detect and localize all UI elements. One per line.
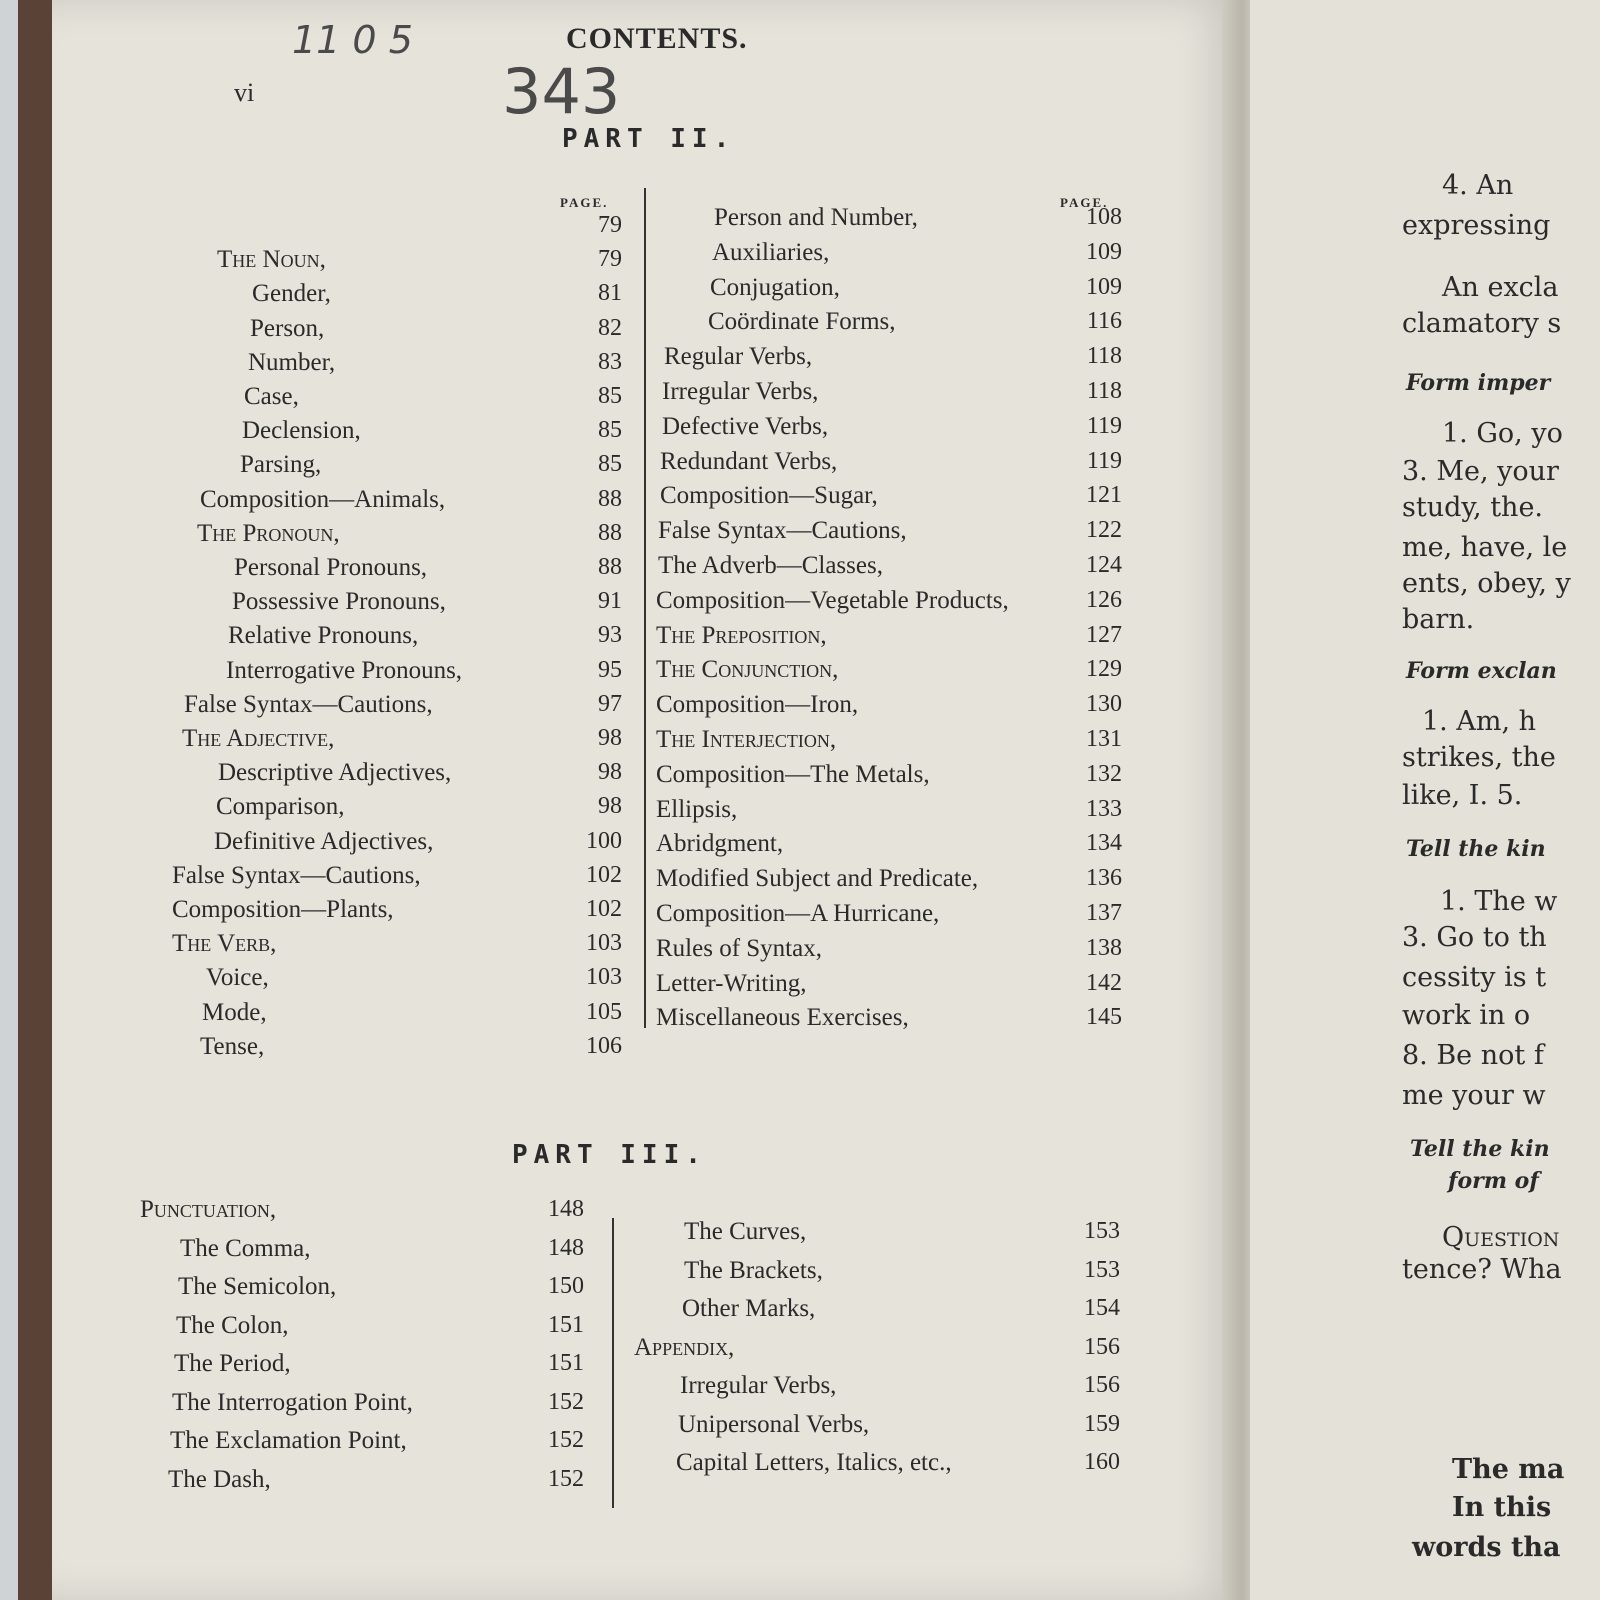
toc-entry-page: 81 (598, 280, 622, 307)
toc-entry-label: Other Marks, (682, 1295, 816, 1322)
handwritten-note-top: 11 0 5 (292, 18, 413, 62)
left-page (52, 0, 1242, 1600)
toc-entry-label: Punctuation, (140, 1196, 277, 1223)
toc-entry-page: 93 (598, 622, 622, 649)
toc-entry-page: 152 (548, 1427, 584, 1453)
toc-entry-label: Auxiliaries, (712, 238, 830, 266)
toc-entry-page: 98 (598, 725, 622, 751)
right-page-line: me your w (1402, 1080, 1546, 1111)
toc-entry-label: Rules of Syntax, (656, 934, 822, 962)
toc-entry-label: False Syntax—Cautions, (184, 690, 433, 718)
toc-entry-page: 91 (598, 588, 622, 615)
toc-entry-page: 102 (586, 896, 622, 922)
right-page-line: work in o (1402, 1000, 1531, 1031)
toc-entry-page: 116 (1086, 308, 1122, 335)
toc-entry-page: 88 (598, 519, 622, 546)
right-page-line: 1. The w (1440, 886, 1558, 917)
right-page-line: 8. Be not f (1402, 1040, 1544, 1071)
toc-entry-label: Parsing, (240, 451, 322, 479)
toc-entry-page: 160 (1084, 1449, 1120, 1475)
toc-entry-label: Miscellaneous Exercises, (656, 1004, 909, 1032)
toc-entry-label: Person and Number, (714, 204, 918, 231)
toc-entry-label: Descriptive Adjectives, (218, 759, 452, 787)
right-page-line: 1. Go, yo (1442, 418, 1563, 449)
page-number: vi (234, 78, 255, 107)
toc-entry-page: 88 (598, 554, 622, 580)
toc-entry-label: Letter-Writing, (656, 969, 807, 997)
toc-entry-page: 119 (1086, 447, 1122, 474)
toc-entry-label: Conjugation, (710, 273, 840, 301)
toc-entry-label: False Syntax—Cautions, (658, 517, 907, 545)
toc-entry-label: Composition—The Metals, (656, 760, 930, 788)
right-page-line: The ma (1452, 1454, 1565, 1485)
toc-entry-label: The Adjective, (182, 725, 335, 752)
right-page-line: 1. Am, h (1422, 706, 1536, 737)
toc-entry-page: 83 (598, 348, 622, 375)
toc-entry-page: 159 (1084, 1410, 1120, 1437)
toc-entry-page: 119 (1086, 412, 1122, 439)
toc-entry-page: 82 (598, 314, 622, 341)
toc-entry-page: 154 (1084, 1295, 1120, 1321)
toc-entry-label: The Conjunction, (656, 656, 839, 684)
part-ii-heading: PART II. (562, 124, 736, 154)
toc-entry-label: Declension, (242, 417, 361, 445)
toc-entry-page: 133 (1086, 795, 1122, 822)
toc-entry-label: The Verb, (172, 930, 277, 958)
toc-entry-page: 142 (1086, 969, 1122, 996)
toc-entry-page: 118 (1086, 378, 1122, 404)
right-page-line: barn. (1402, 604, 1475, 635)
toc-entry-page: 152 (548, 1465, 584, 1492)
toc-entry-page: 79 (598, 246, 622, 273)
toc-entry-page: 130 (1086, 691, 1122, 718)
toc-entry-label: The Curves, (684, 1218, 807, 1245)
toc-entry-label: Ellipsis, (656, 795, 738, 823)
toc-entry-label: The Semicolon, (178, 1273, 337, 1300)
toc-entry-label: Relative Pronouns, (228, 622, 419, 650)
toc-entry-label: Irregular Verbs, (680, 1372, 837, 1399)
toc-entry-page: 151 (548, 1311, 584, 1338)
toc-entry-label: The Pronoun, (197, 519, 340, 547)
toc-entry-page: 103 (586, 930, 622, 957)
toc-entry-label: Person, (250, 314, 325, 342)
toc-entry-page: 156 (1084, 1372, 1120, 1398)
toc-entry-page: 109 (1086, 238, 1122, 265)
right-page-line: me, have, le (1402, 532, 1568, 563)
toc-entry-label: Coördinate Forms, (708, 308, 896, 336)
right-page-line: expressing (1402, 210, 1551, 241)
toc-entry-label: The Exclamation Point, (170, 1427, 407, 1454)
right-page-line: Tell the kin (1410, 1136, 1550, 1162)
toc-entry-page: 100 (586, 827, 622, 854)
toc-entry-page: 156 (1084, 1333, 1120, 1360)
toc-entry-label: The Noun, (217, 246, 326, 274)
toc-entry-label: Composition—A Hurricane, (656, 900, 940, 927)
toc-entry-page: 118 (1086, 343, 1122, 370)
toc-entry-page: 126 (1086, 586, 1122, 613)
right-page-line: Question (1442, 1222, 1560, 1253)
toc-entry-label: The Preposition, (656, 621, 827, 649)
toc-entry-page: 85 (598, 417, 622, 444)
right-page-line: ents, obey, y (1402, 568, 1571, 599)
right-page-line: Tell the kin (1406, 836, 1546, 862)
toc-entry-page: 102 (586, 861, 622, 888)
toc-entry-label: Irregular Verbs, (662, 378, 819, 405)
toc-entry-page: 152 (548, 1388, 584, 1415)
toc-entry-page: 122 (1086, 517, 1122, 544)
toc-entry-label: Number, (248, 348, 336, 376)
toc-entry-label: Case, (244, 383, 299, 410)
right-page-line: 4. An (1442, 170, 1514, 201)
toc-entry-label: Modified Subject and Predicate, (656, 865, 979, 893)
toc-entry-label: Gender, (252, 280, 331, 308)
right-page-line: 3. Go to th (1402, 922, 1547, 953)
toc-entry-page: 98 (598, 759, 622, 786)
toc-entry-label: Mode, (202, 998, 267, 1026)
right-page-line: study, the. (1402, 492, 1544, 523)
toc-entry-page: 79 (598, 212, 622, 238)
right-page-line: 3. Me, your (1402, 456, 1559, 487)
toc-entry-label: The Period, (174, 1350, 291, 1377)
toc-entry-page: 131 (1086, 726, 1122, 752)
toc-entry-page: 121 (1086, 482, 1122, 509)
toc-entry-label: Composition—Vegetable Products, (656, 586, 1009, 614)
toc-entry-label: Composition—Sugar, (660, 482, 878, 510)
toc-entry-page: 85 (598, 383, 622, 409)
right-page-line: clamatory s (1402, 308, 1562, 339)
toc-entry-label: Voice, (206, 964, 269, 992)
toc-entry-label: The Dash, (168, 1465, 271, 1493)
toc-entry-page: 153 (1084, 1218, 1120, 1244)
toc-entry-label: Abridgment, (656, 830, 784, 858)
toc-entry-label: The Colon, (176, 1311, 289, 1339)
toc-entry-page: 137 (1086, 900, 1122, 926)
toc-entry-page: 148 (548, 1234, 584, 1261)
toc-entry-page: 129 (1086, 656, 1122, 683)
right-page-line: form of (1448, 1168, 1539, 1194)
toc-entry-label: False Syntax—Cautions, (172, 861, 421, 889)
toc-entry-page: 95 (598, 656, 622, 683)
toc-entry-label: Personal Pronouns, (234, 554, 428, 581)
toc-entry-page: 97 (598, 690, 622, 717)
toc-entry-label: The Adverb—Classes, (658, 552, 883, 579)
toc-entry-label: Redundant Verbs, (660, 447, 838, 475)
right-page-line: tence? Wha (1402, 1254, 1562, 1285)
toc-entry-page: 151 (548, 1350, 584, 1376)
toc-entry-page: 127 (1086, 621, 1122, 648)
toc-entry-page: 150 (548, 1273, 584, 1299)
toc-entry-label: The Comma, (180, 1234, 311, 1262)
toc-entry-label: Appendix, (634, 1333, 735, 1361)
column-divider (644, 188, 646, 1028)
toc-entry-label: Tense, (200, 1032, 265, 1060)
handwritten-number: 343 (502, 55, 621, 128)
right-page-line: strikes, the (1402, 742, 1556, 773)
toc-entry-label: Capital Letters, Italics, etc., (676, 1449, 952, 1476)
right-page (1250, 0, 1600, 1600)
toc-entry-label: Defective Verbs, (662, 412, 829, 440)
toc-entry-page: 132 (1086, 760, 1122, 787)
toc-entry-page: 148 (548, 1196, 584, 1222)
toc-entry-label: Unipersonal Verbs, (678, 1410, 870, 1438)
toc-entry-page: 108 (1086, 204, 1122, 230)
toc-entry-page: 134 (1086, 830, 1122, 857)
toc-entry-label: Composition—Iron, (656, 691, 859, 719)
page-column-label-left: PAGE. (560, 195, 609, 210)
toc-entry-page: 124 (1086, 552, 1122, 578)
toc-entry-page: 98 (598, 793, 622, 820)
toc-entry-label: Interrogative Pronouns, (226, 656, 463, 684)
toc-entry-page: 138 (1086, 934, 1122, 961)
toc-entry-label: The Interjection, (656, 726, 837, 753)
toc-entry-page: 85 (598, 451, 622, 478)
right-page-line: An excla (1442, 272, 1559, 303)
right-page-line: cessity is t (1402, 962, 1547, 993)
page-column-label-right: PAGE. (1060, 195, 1109, 210)
toc-entry-label: The Interrogation Point, (172, 1388, 413, 1416)
right-page-line: words tha (1412, 1532, 1561, 1563)
toc-entry-label: Composition—Animals, (200, 485, 446, 513)
toc-entry-page: 106 (586, 1032, 622, 1059)
column-divider-part-iii (612, 1218, 614, 1508)
toc-entry-label: Comparison, (216, 793, 345, 821)
toc-entry-label: Composition—Plants, (172, 896, 394, 923)
toc-entry-label: Regular Verbs, (664, 343, 813, 371)
toc-entry-page: 153 (1084, 1256, 1120, 1283)
right-page-line: Form imper (1406, 370, 1551, 396)
part-iii-heading: PART III. (512, 1140, 707, 1170)
toc-entry-label: Possessive Pronouns, (232, 588, 446, 616)
toc-entry-page: 88 (598, 485, 622, 512)
right-page-line: Form exclan (1406, 658, 1557, 684)
toc-entry-page: 136 (1086, 865, 1122, 892)
toc-entry-label: Definitive Adjectives, (214, 827, 434, 855)
right-page-line: In this (1452, 1492, 1552, 1523)
toc-entry-page: 109 (1086, 273, 1122, 300)
toc-entry-label: The Brackets, (684, 1256, 823, 1284)
contents-title: CONTENTS. (566, 22, 748, 55)
right-page-line: like, I. 5. (1402, 780, 1523, 811)
toc-entry-page: 103 (586, 964, 622, 991)
toc-entry-page: 145 (1086, 1004, 1122, 1031)
toc-entry-page: 105 (586, 998, 622, 1025)
